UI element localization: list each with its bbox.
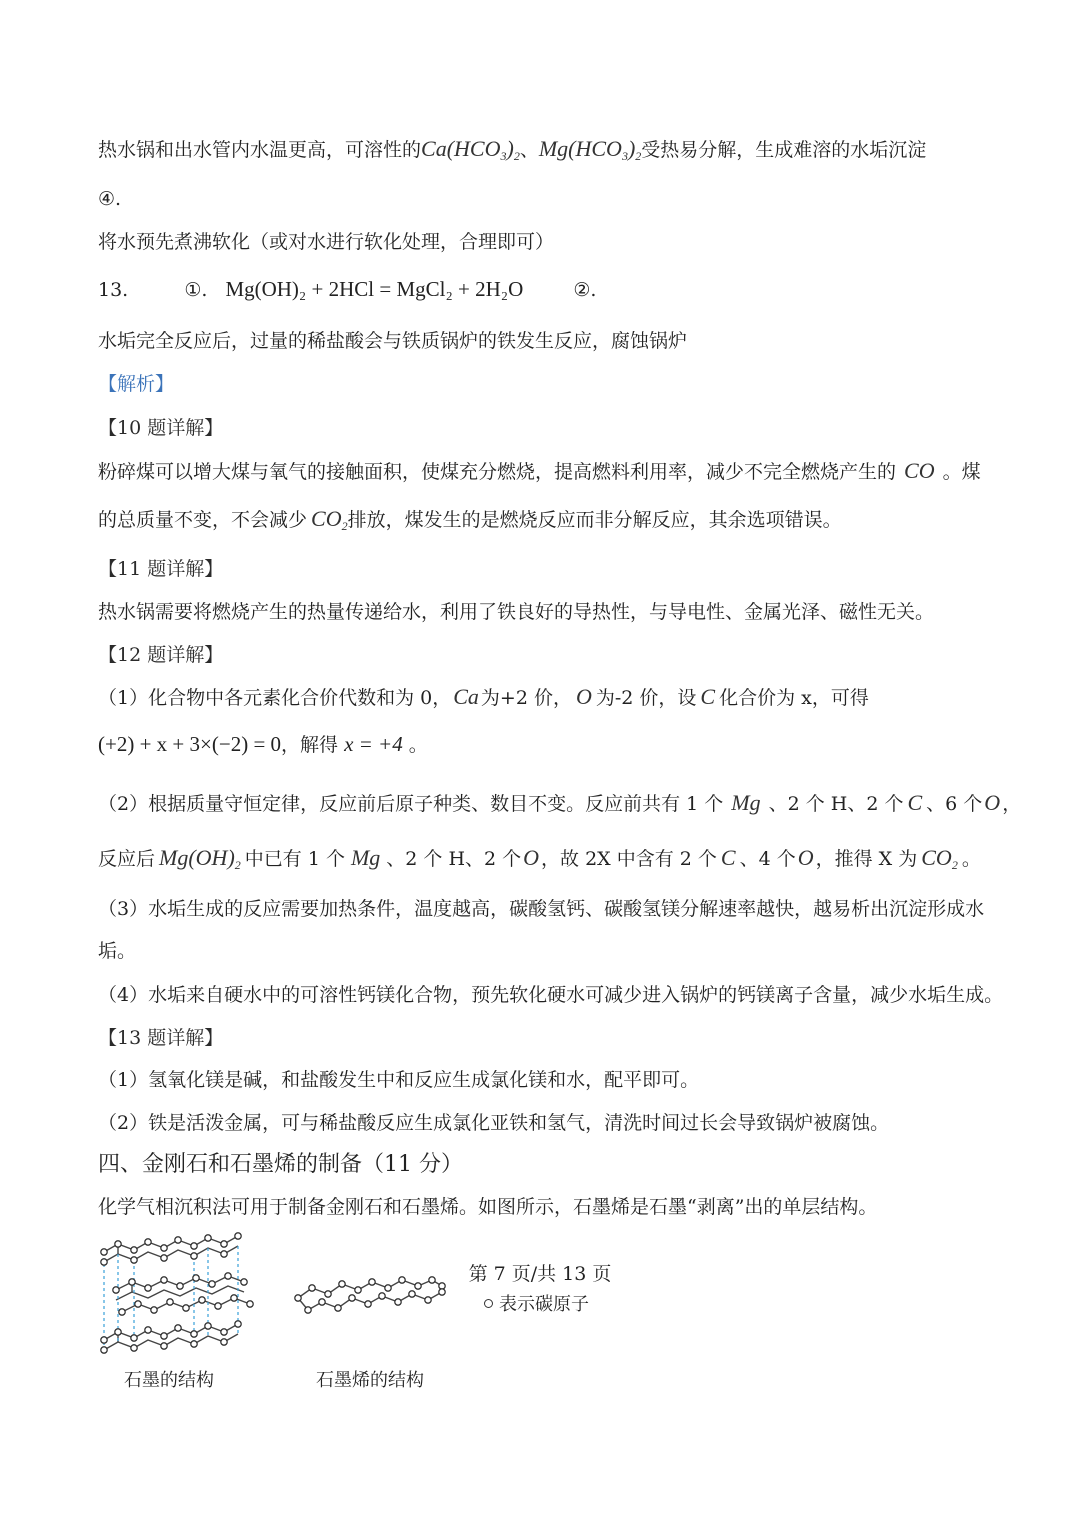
q12-4-line: （4）水垢来自硬水中的可溶性钙镁化合物，预先软化硬水可减少进入锅炉的钙镁离子含量，减少水垢生成。: [98, 984, 1004, 1006]
q11-heading: 【11 题详解】: [98, 558, 224, 580]
formula-co2: $CO_2$: [921, 845, 958, 872]
graphite-caption: 石墨的结构: [124, 1370, 214, 1391]
graphite-structure-figure: [96, 1232, 266, 1364]
formula-mg: Mg: [350, 845, 381, 870]
q12-2-line1: [98, 790, 1021, 817]
text: 、: [519, 139, 539, 161]
formula-c: C: [720, 845, 736, 870]
text: 。煤: [942, 461, 981, 483]
valence-equation: (+2) + x + 3×(−2) = 0: [98, 732, 282, 756]
text: 受热易分解，生成难溶的水垢沉淀: [641, 139, 927, 161]
text: ，故 2X 中含有 2 个: [541, 848, 717, 870]
formula-o: O: [984, 790, 1001, 815]
text: 为+2 价，: [480, 687, 572, 709]
text: 粉碎煤可以增大煤与氧气的接触面积，使煤充分燃烧，提高燃料利用率，减少不完全燃烧产生的: [98, 461, 897, 483]
q10-heading: 【10 题详解】: [98, 417, 224, 439]
page-footer: 第 7 页/共 13 页: [468, 1263, 612, 1285]
text: 为-2 价，设: [595, 687, 697, 709]
answer-13-2-line: 水垢完全反应后，过量的稀盐酸会与铁质锅炉的铁发生反应，腐蚀锅炉: [98, 330, 688, 352]
q12-1-line1: [98, 684, 869, 711]
q13-1-line: （1）氢氧化镁是碱，和盐酸发生中和反应生成氯化镁和水，配平即可。: [98, 1069, 700, 1091]
text: ，解得: [281, 734, 339, 756]
answer-12-4-line: 将水预先煮沸软化（或对水进行软化处理，合理即可）: [98, 231, 555, 253]
answer-marker: ④.: [98, 188, 122, 210]
text: 热水锅和出水管内水温更高，可溶性的: [98, 139, 422, 161]
formula-co2: $CO_2$: [311, 506, 348, 533]
graphene-caption: 石墨烯的结构: [316, 1370, 424, 1391]
legend: [484, 1290, 589, 1316]
formula-ca: $Ca(HCO_3)_2$: [421, 136, 520, 163]
valence-answer: x = +4: [344, 732, 403, 756]
formula-o: O: [523, 845, 540, 870]
answer-marker: ②.: [573, 279, 597, 301]
question-number: 13.: [98, 279, 129, 301]
answer-12-3-line: [98, 136, 926, 169]
text: 。: [961, 848, 981, 870]
formula-o: O: [575, 684, 592, 709]
formula-mgoh2: $Mg(OH)_2$: [159, 845, 241, 872]
formula-c: C: [907, 790, 923, 815]
formula-mg: Mg: [731, 790, 761, 815]
text: 、2 个 H、2 个: [768, 793, 904, 815]
chemical-equation: Mg(OH)₂ + 2HCl = MgCl₂ + 2H₂O: [225, 277, 524, 301]
formula-o: O: [797, 845, 814, 870]
section-intro: 化学气相沉积法可用于制备金刚石和石墨烯。如图所示，石墨烯是石墨“剥离”出的单层结构。: [98, 1196, 878, 1218]
q11-text: 热水锅需要将燃烧产生的热量传递给水，利用了铁良好的导热性，与导电性、金属光泽、磁性无关。: [98, 601, 935, 623]
text: ，: [1002, 793, 1022, 815]
q12-1-line2: [98, 731, 428, 758]
text: 。: [408, 734, 428, 756]
q10-text-line1: [98, 458, 981, 485]
q10-text-line2: [98, 506, 842, 539]
text: 、4 个: [739, 848, 796, 870]
text: 、6 个: [926, 793, 983, 815]
text: 中已有 1 个: [244, 848, 345, 870]
text: 排放，煤发生的是燃烧反应而非分解反应，其余选项错误。: [347, 509, 842, 531]
text: 化合价为 x，可得: [719, 687, 869, 709]
legend-label: 表示碳原子: [499, 1294, 589, 1315]
q13-2-line: （2）铁是活泼金属，可与稀盐酸反应生成氯化亚铁和氢气，清洗时间过长会导致锅炉被腐蚀。: [98, 1112, 890, 1134]
section-title: 四、金刚石和石墨烯的制备（11 分）: [98, 1152, 463, 1177]
q12-3-line2: 垢。: [98, 940, 137, 962]
text: ，推得 X 为: [815, 848, 918, 870]
analysis-heading: 【解析】: [98, 373, 175, 395]
text: 的总质量不变，不会减少: [98, 509, 308, 531]
formula-co: CO: [904, 458, 935, 483]
q12-3-line1: （3）水垢生成的反应需要加热条件，温度越高，碳酸氢钙、碳酸氢镁分解速率越快，越易析出沉淀形成水: [98, 898, 985, 920]
carbon-atom-icon: [484, 1299, 493, 1308]
text: 反应后: [98, 848, 156, 870]
answer-marker: ①.: [184, 279, 208, 301]
formula-mg: $Mg(HCO_3)_2$: [538, 136, 642, 163]
text: 、2 个 H、2 个: [386, 848, 522, 870]
answer-13-line: [98, 276, 596, 303]
text: （2）根据质量守恒定律，反应前后原子种类、数目不变。反应前共有 1 个: [98, 793, 724, 815]
q13-heading: 【13 题详解】: [98, 1027, 224, 1049]
text: （1）化合物中各元素化合价代数和为 0，: [98, 687, 452, 709]
formula-c: C: [700, 684, 716, 709]
q12-2-line2: [98, 845, 981, 878]
q12-heading: 【12 题详解】: [98, 644, 224, 666]
formula-ca: Ca: [453, 684, 479, 709]
